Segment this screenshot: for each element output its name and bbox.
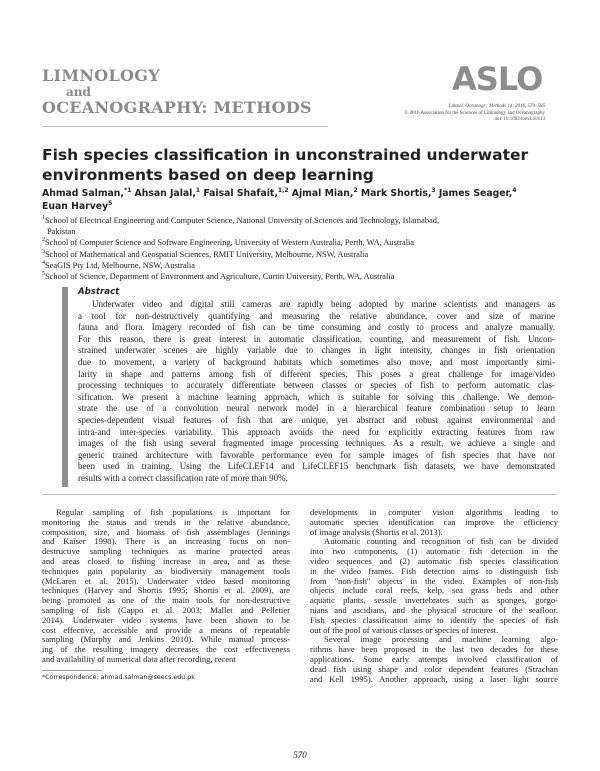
- affiliation-text: School of Mathematical and Geospatial Sciences, RMIT University, Melbourne, NSW, Australia: [45, 249, 369, 259]
- author-name: Faisal Shafait,: [203, 188, 278, 199]
- abstract-bar: [62, 287, 68, 487]
- citation-block: [404, 104, 545, 124]
- affiliation-text: School of Electrical Engineering and Computer Science, National University of Sciences and Technology, Islamabad,: [45, 216, 440, 225]
- abstract-line: strained underwater scenes are highly variable due to changes in light intensity, changes in fish orientation: [78, 345, 555, 356]
- abstract-line: results with a correct classification rate of more than 90%.: [78, 472, 288, 483]
- affiliation: [42, 215, 562, 226]
- abstract-line: a tool for non-destructively quantifying and measuring the relative abundance, cover and size of marine: [78, 310, 555, 321]
- author-affiliation-mark: 3: [431, 186, 436, 194]
- author-affiliation-mark: 4: [512, 186, 517, 194]
- abstract-line: fauna and flora. Imagery recorded of fish can be time consuming and costly to process and analyze manually.: [78, 322, 555, 333]
- affiliation-mark: 1: [42, 215, 45, 222]
- body-line: Several image processing and machine learning algo-: [324, 635, 558, 645]
- affiliation-text: SeaGIS Pty Ltd, Melbourne, NSW, Australia: [45, 260, 195, 270]
- abstract-line: processing techniques to accurately differentiate between classes or species of fish to perform automatic clas-: [78, 380, 555, 391]
- body-line: from "non-fish" objects in the video. Examples of non-fish: [310, 576, 558, 586]
- body-line: ing of the resulting imagery decreases the cost effectiveness: [42, 645, 290, 655]
- body-line: dead fish using shape and color dependent features (Strachan: [310, 664, 558, 674]
- author-affiliation-mark: 1: [195, 186, 201, 194]
- body-line: techniques (Harvey and Shortis 1995; Shortis et al. 2009), are: [42, 586, 290, 596]
- correspondence-footnote: *Correspondence: ahmad.salman@seecs.edu.pk: [42, 674, 195, 681]
- affiliation: [42, 249, 562, 260]
- abstract-line: due to movement, a variety of background habitats which sometimes also move, and most importantly simi-: [78, 356, 555, 367]
- body-column-right: [310, 508, 558, 684]
- author-affiliation-mark: 1,2: [277, 186, 289, 194]
- body-line: and Kaiser 1998). There is an increasing focus on non-: [42, 537, 290, 547]
- body-line: monitoring the status and trends in the relative abundance,: [42, 517, 290, 527]
- abstract-heading: Abstract: [78, 287, 120, 297]
- affiliation-continuation: Pakistan: [47, 227, 76, 237]
- page-number: 570: [293, 750, 307, 760]
- body-line: techniques gain popularity as biodiversity management tools: [42, 566, 290, 576]
- author-affiliation-mark: *1: [123, 186, 132, 194]
- body-line: sampling of fish (Cappo et al. 2003; Mallet and Pelletier: [42, 605, 290, 615]
- author-name: James Seager,: [438, 188, 513, 199]
- abstract-line: sification. We present a machine learning approach, which is suitable for solving this challenge. We demon-: [78, 391, 555, 402]
- section-divider: [42, 494, 556, 495]
- journal-line-1: LIMNOLOGY: [42, 66, 160, 85]
- author-affiliation-mark: 5: [108, 199, 113, 207]
- aslo-logo: ASLO: [452, 60, 543, 98]
- doi-link[interactable]: doi: 10.1002/lom3.10113: [494, 117, 545, 122]
- body-line: of image analysis (Shortis et al. 2013).: [310, 527, 443, 537]
- body-line: composition, size, and biomass of fish assemblages (Jennings: [42, 527, 290, 537]
- body-column-left: [42, 508, 290, 665]
- affiliation-text: School of Computer Science and Software Engineering, University of Western Australia, Perth, WA, Australia: [45, 238, 415, 248]
- journal-name: [42, 68, 312, 116]
- journal-line-3: OCEANOGRAPHY: METHODS: [42, 98, 312, 117]
- abstract-line: images of the fish using several fragmented image processing techniques. As a result, we achieve a single and: [78, 438, 555, 449]
- affiliation: [42, 260, 562, 271]
- affiliation-mark: 4: [42, 260, 45, 267]
- body-line: Automatic counting and recognition of fish can be divided: [324, 537, 558, 547]
- author-name: Ahsan Jalal,: [134, 188, 196, 199]
- body-line: into two components, (1) automatic fish detection in the: [310, 547, 558, 557]
- body-line: Fish species classification aims to identify the species of fish: [310, 615, 558, 625]
- body-line: being promoted as one of the main tools for non-destructive: [42, 596, 290, 606]
- affiliation-text: School of Science, Department of Environment and Agriculture, Curtin University, Perth, WA, Australia: [45, 272, 395, 282]
- article-title: Fish species classification in unconstrained underwater environments based on deep learning: [42, 146, 529, 184]
- body-line: destructive sampling techniques as marine protected areas: [42, 547, 290, 557]
- abstract-line: Underwater video and digital still cameras are rapidly being adopted by marine scientists and managers as: [92, 299, 555, 309]
- abstract-text: [78, 299, 555, 485]
- body-line: Regular sampling of fish populations is important for: [56, 508, 290, 517]
- abstract-line: species-dependent visual features of fish that are unique, yet abstract and robust against environmental and: [78, 414, 555, 425]
- affiliation: [42, 237, 562, 248]
- abstract-line: generic trained architecture with favorable performance even for sample images of fish species that have not: [78, 449, 555, 460]
- author-name: Mark Shortis,: [360, 188, 432, 199]
- abstract-line: been used in training. Using the LifeCLEF14 and LifeCLEF15 benchmark fish datasets, we have demonstrated: [78, 461, 555, 472]
- body-line: 2014). Underwater video systems have been shown to be: [42, 615, 290, 625]
- author-name: Ajmal Mian,: [291, 188, 354, 199]
- abstract-line: For this reason, there is great interest in automatic classification, counting, and measurement of fish. Uncon-: [78, 333, 555, 344]
- body-line: automatic species identification can improve the efficiency: [310, 517, 558, 527]
- body-line: and areas closed to fishing increase in area, and as these: [42, 556, 290, 566]
- body-line: out of the pool of various classes or species of interest.: [310, 625, 499, 635]
- body-line: in the video frames. Fish detection aims to distinguish fish: [310, 566, 558, 576]
- body-line: (McLaren et al. 2015). Underwater video based monitoring: [42, 576, 290, 586]
- body-line: cost effective, accessible and provide a means of repeatable: [42, 625, 290, 635]
- body-line: applications. Some early attempts involved classification of: [310, 654, 558, 664]
- affiliation: [42, 271, 562, 282]
- author-list: [42, 188, 562, 213]
- citation-line: © 2016 Association for the Sciences of Limnology and Oceanography: [404, 110, 545, 116]
- body-line: developments in computer vision algorithms leading to: [310, 508, 558, 517]
- body-line: aquatic plants, sessile invertebrates such as sponges, gorgo-: [310, 596, 558, 606]
- citation-line: Limnol. Oceanogr.: Methods 14, 2016, 570–585: [448, 104, 545, 109]
- body-line: video sequences and (2) automatic fish species classification: [310, 556, 558, 566]
- abstract-line: intra-and inter-species variability. This approach avoids the need for explicitly extracting features from raw: [78, 426, 555, 437]
- abstract-line: larity in shape and patterns among fish of different species. This poses a great challenge for image/video: [78, 368, 555, 379]
- header-rule: [42, 126, 328, 127]
- author-name: Euan Harvey: [42, 200, 109, 212]
- body-line: objects include coral reefs, kelp, sea grass beds and other: [310, 586, 558, 596]
- affiliations: [42, 215, 562, 282]
- body-line: rithms have been proposed in the last two decades for these: [310, 645, 558, 655]
- author-name: Ahmad Salman,: [42, 188, 124, 199]
- affiliation-mark: 2: [42, 237, 45, 244]
- journal-line-2: and: [66, 85, 91, 99]
- body-line: sampling (Murphy and Jenkins 2010). While manual process-: [42, 635, 290, 645]
- body-line: and availability of numerical data after recording, recent: [42, 654, 236, 664]
- body-line: nians and ascidians, and the physical structure of the seafloor.: [310, 605, 558, 615]
- author-affiliation-mark: 2: [353, 186, 358, 194]
- abstract-line: strate the use of a convolution neural network model in a hierarchical feature combination setup to learn: [78, 403, 555, 414]
- affiliation-mark: 3: [42, 248, 45, 255]
- footnote-rule: [42, 670, 102, 671]
- body-line: and Kell 1995). Another approach, using a laser light source: [310, 674, 558, 684]
- affiliation-mark: 5: [42, 271, 45, 278]
